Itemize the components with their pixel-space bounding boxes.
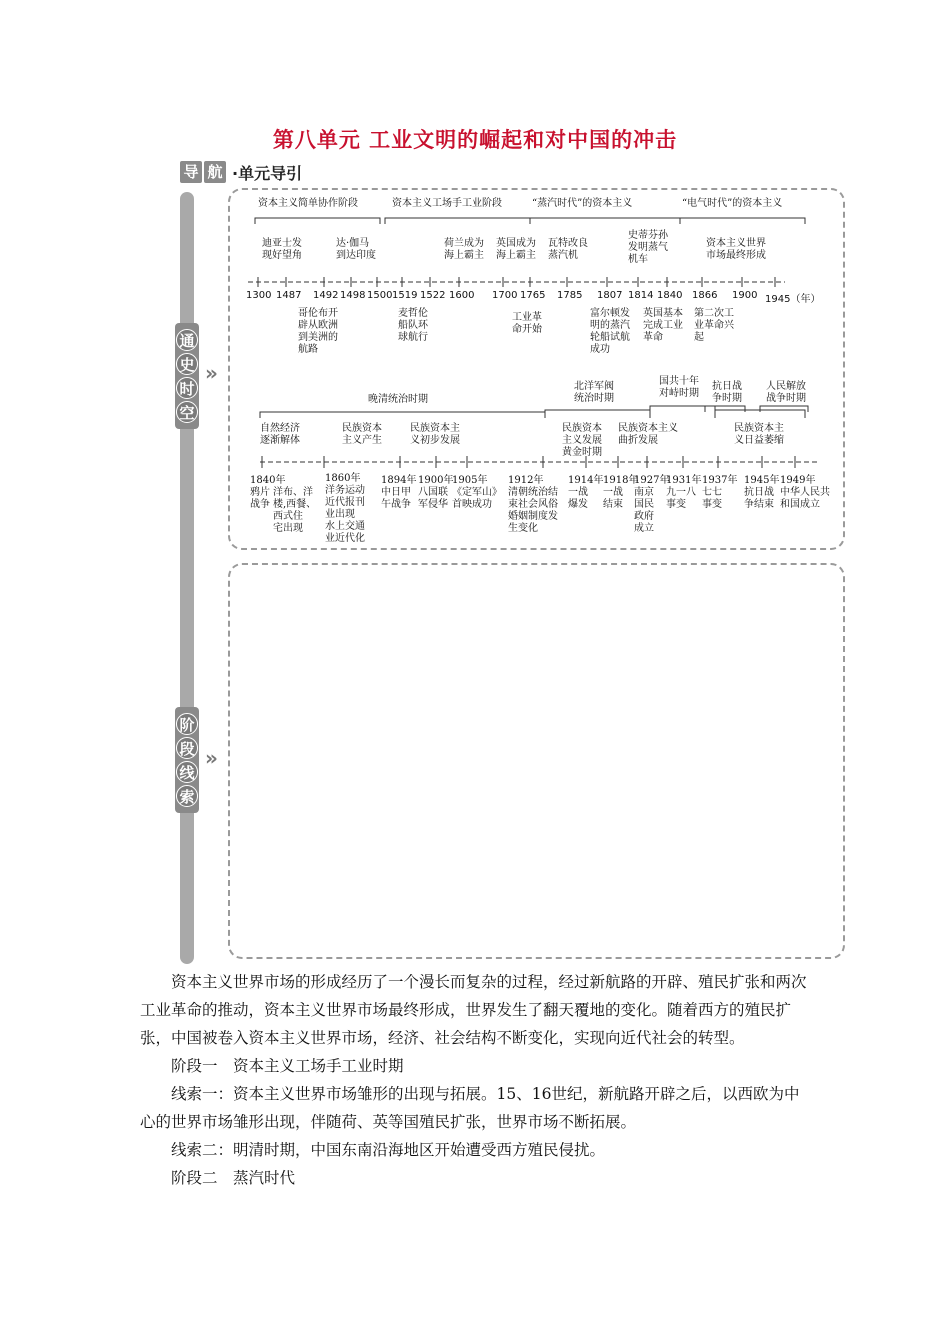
world-event: 第二次工 业革命兴 起 (694, 308, 734, 343)
china-event: 1945年 抗日战 争结束 (744, 475, 780, 510)
double-chevron-right-icon: » (205, 361, 218, 385)
year-label: 1814 (628, 290, 654, 301)
year-label: 1522 (420, 290, 446, 301)
side-label-char: 史 (176, 353, 198, 375)
side-label-char: 阶 (176, 713, 198, 735)
china-event: 民族资本 主义产生 (342, 423, 382, 446)
unit-title: 第八单元 工业文明的崛起和对中国的冲击 (272, 127, 678, 152)
china-event: 1918年 一战 结束 (603, 475, 639, 510)
side-label-char: 线 (176, 761, 198, 783)
world-event: 麦哲伦 船队环 球航行 (398, 308, 428, 343)
side-label-char: 空 (176, 401, 198, 423)
world-period: “电气时代”的资本主义 (682, 198, 783, 209)
china-event: 1912年 清朝统治结 束社会风俗 婚姻制度发 生变化 (508, 475, 558, 534)
world-event: 史蒂芬孙 发明蒸气 机车 (628, 230, 668, 265)
year-label: 1492 (313, 290, 339, 301)
year-label: 1600 (449, 290, 475, 301)
paragraph: 阶段二 蒸汽时代 (171, 1169, 296, 1187)
china-event: 1840年 鸦片 战争 (250, 475, 286, 510)
body-text (140, 968, 810, 1192)
world-event: 荷兰成为 海上霸主 (444, 238, 484, 261)
guide-chip-2: 航 (204, 161, 226, 183)
world-period: 资本主义简单协作阶段 (258, 198, 358, 209)
china-event: 1894年 中日甲 午战争 (381, 475, 417, 510)
world-event: 迪亚士发 现好望角 (262, 238, 302, 261)
guide-chip-1: 导 (180, 161, 202, 183)
china-event: 民族资本主 义初步发展 (410, 423, 460, 446)
world-event: 英国基本 完成工业 革命 (643, 308, 683, 343)
year-label: 1945（年） (765, 294, 821, 305)
china-event: 1949年 中华人民共 和国成立 (780, 475, 830, 510)
china-period: 晚清统治时期 (368, 394, 428, 405)
world-event: 富尔顿发 明的蒸汽 轮船试航 成功 (590, 308, 630, 355)
year-label: 1500 (367, 290, 393, 301)
year-label: 1300 (246, 290, 272, 301)
side-label-char: 段 (176, 737, 198, 759)
china-event: 1927年 南京 国民 政府 成立 (634, 475, 670, 534)
world-event: 哥伦布开 辟从欧洲 到美洲的 航路 (298, 308, 338, 355)
stage-clues-panel (228, 563, 845, 959)
year-label: 1519 (392, 290, 418, 301)
world-event: 达·伽马 到达印度 (336, 238, 376, 261)
china-event: 1931年 九一八 事变 (666, 475, 702, 510)
china-event: 自然经济 逐渐解体 (260, 423, 300, 446)
china-event: 民族资本主 义日益萎缩 (734, 423, 784, 446)
side-label-char: 索 (176, 785, 198, 807)
year-label: 1487 (276, 290, 302, 301)
china-event: 1900年 八国联 军侵华 (418, 475, 454, 510)
china-period: 北洋军阀 统治时期 (574, 381, 614, 404)
china-period: 人民解放 战争时期 (766, 381, 806, 404)
paragraph: 线索一：资本主义世界市场雏形的出现与拓展。15、16世纪，新航路开辟之后，以西欧为中心的世界市场雏形出现，伴随荷、英等国殖民扩张，世界市场不断拓展。 (140, 1085, 800, 1131)
world-event: 资本主义世界 市场最终形成 (706, 238, 766, 261)
year-label: 1498 (340, 290, 366, 301)
double-chevron-right-icon: » (205, 746, 218, 770)
side-label-char: 通 (176, 329, 198, 351)
world-event: 工业革 命开始 (512, 312, 542, 335)
guide-heading: ·单元导引 (232, 163, 303, 183)
year-label: 1866 (692, 290, 718, 301)
year-label: 1840 (657, 290, 683, 301)
china-event: 1860年 洋务运动 近代报刊 业出现 水上交通 业近代化 (325, 473, 365, 544)
world-period: 资本主义工场手工业阶段 (392, 198, 502, 209)
china-event: 1914年 一战 爆发 (568, 475, 604, 510)
side-label-timespace (175, 323, 199, 429)
china-event: 民族资本 主义发展 黄金时期 (562, 423, 602, 458)
paragraph: 阶段一 资本主义工场手工业时期 (171, 1057, 404, 1075)
china-event: 1937年 七七 事变 (702, 475, 738, 510)
side-label-char: 时 (176, 377, 198, 399)
world-event: 瓦特改良 蒸汽机 (548, 238, 588, 261)
side-rail (180, 192, 194, 964)
year-label: 1900 (732, 290, 758, 301)
world-period: “蒸汽时代”的资本主义 (532, 198, 633, 209)
year-label: 1785 (557, 290, 583, 301)
paragraph: 资本主义世界市场的形成经历了一个漫长而复杂的过程，经过新航路的开辟、殖民扩张和两次工业革命的推动，资本主义世界市场最终形成，世界发生了翻天覆地的变化。随着西方的殖民扩张，中国被卷入资本主义世界市场，经济、社会结构不断变化，实现向近代社会的转型。 (140, 973, 807, 1047)
year-label: 1807 (597, 290, 623, 301)
year-label: 1700 (492, 290, 518, 301)
unit-guide-header (180, 160, 302, 184)
world-event: 英国成为 海上霸主 (496, 238, 536, 261)
china-event: 洋布、洋 楼,西餐、 西式住 宅出现 (273, 487, 317, 534)
paragraph: 线索二：明清时期，中国东南沿海地区开始遭受西方殖民侵扰。 (171, 1141, 606, 1159)
year-label: 1765 (520, 290, 546, 301)
side-label-clues (175, 707, 199, 813)
china-event: 1905年 《定军山》 首映成功 (452, 475, 502, 510)
china-event: 民族资本主义 曲折发展 (618, 423, 678, 446)
china-period: 国共十年 对峙时期 (659, 376, 699, 399)
china-period: 抗日战 争时期 (712, 381, 742, 404)
